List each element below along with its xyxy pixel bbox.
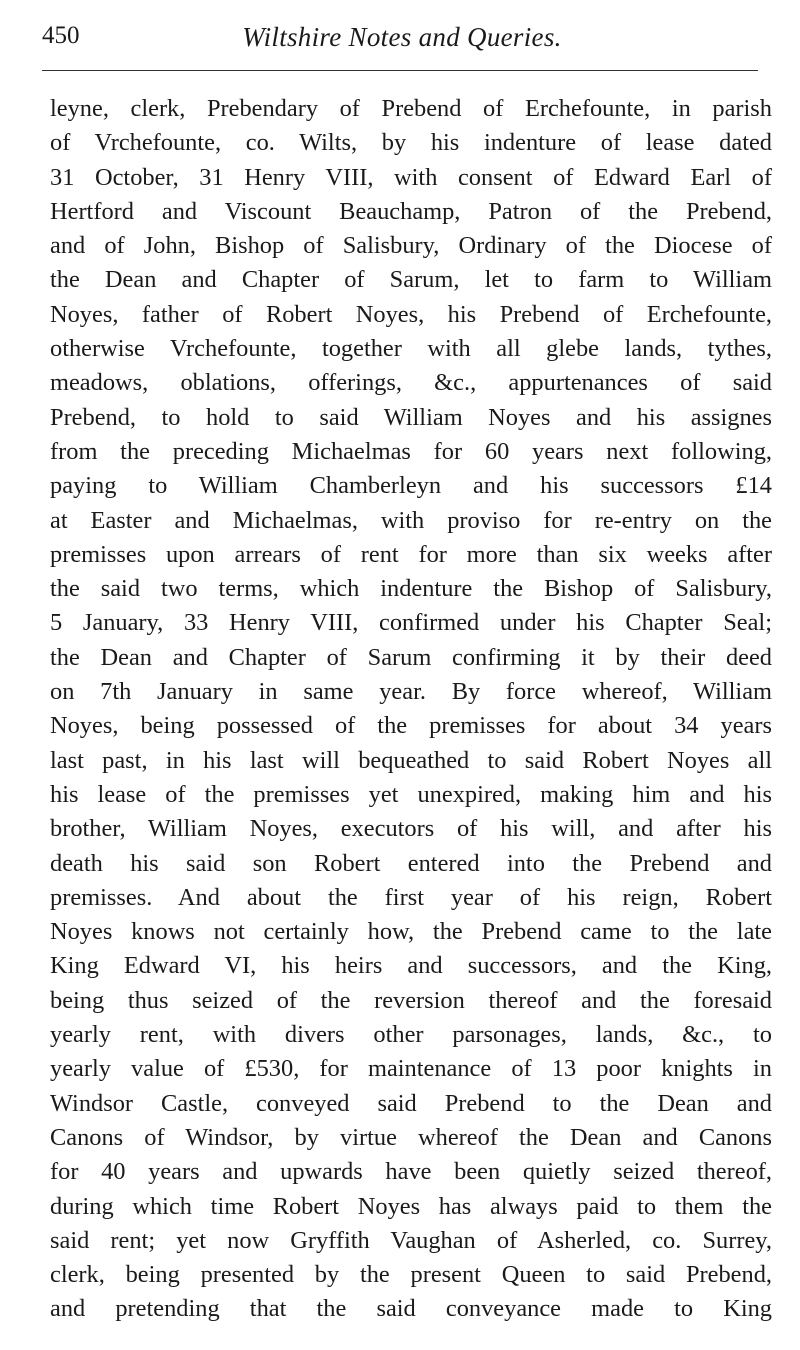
text-line: paying to William Chamberleyn and his successors £14 [50,472,772,500]
text-line: and of John, Bishop of Salisbury, Ordinary of the Diocese of [50,232,772,260]
text-line: meadows, oblations, offerings, &c., appurtenances of said [50,369,772,397]
text-line: Noyes, being possessed of the premisses for about 34 years [50,712,772,740]
text-line: clerk, being presented by the present Queen to said Prebend, [50,1261,772,1289]
journal-title: Wiltshire Notes and Queries. [242,22,562,52]
text-line: and pretending that the said conveyance made to King [50,1295,772,1323]
text-line: said rent; yet now Gryffith Vaughan of Asherled, co. Surrey, [50,1226,772,1254]
text-line: last past, in his last will bequeathed to said Robert Noyes all [50,746,772,774]
text-line: on 7th January in same year. By force whereof, William [50,678,772,706]
running-head [42,18,762,54]
text-line: the Dean and Chapter of Sarum confirming it by their deed [50,643,772,671]
text-line: 5 January, 33 Henry VIII, confirmed under his Chapter Seal; [50,609,772,637]
text-line: Canons of Windsor, by virtue whereof the Dean and Canons [50,1123,772,1151]
text-line: Windsor Castle, conveyed said Prebend to the Dean and [50,1089,772,1117]
text-line: otherwise Vrchefounte, together with all glebe lands, tythes, [50,335,772,363]
text-line: Noyes, father of Robert Noyes, his Prebend of Erchefounte, [50,300,772,328]
header-rule [42,70,758,71]
text-line: leyne, clerk, Prebendary of Prebend of Erchefounte, in parish [50,95,772,122]
text-line: death his said son Robert entered into the Prebend and [50,849,772,877]
text-line: yearly value of £530, for maintenance of 13 poor knights in [50,1055,772,1083]
body-text [50,92,772,1327]
text-line: Hertford and Viscount Beauchamp, Patron of the Prebend, [50,197,772,225]
text-line: the said two terms, which indenture the Bishop of Salisbury, [50,575,772,603]
text-line: of Vrchefounte, co. Wilts, by his indenture of lease dated [50,129,772,157]
text-line: Noyes knows not certainly how, the Prebend came to the late [50,918,772,946]
text-line: premisses. And about the first year of his reign, Robert [50,883,772,911]
text-line: 31 October, 31 Henry VIII, with consent of Edward Earl of [50,163,772,191]
text-line: from the preceding Michaelmas for 60 years next following, [50,437,772,465]
text-line: at Easter and Michaelmas, with proviso for re-entry on the [50,506,772,534]
text-line: during which time Robert Noyes has always paid to them the [50,1192,772,1220]
text-line: the Dean and Chapter of Sarum, let to farm to William [50,266,772,294]
text-line: being thus seized of the reversion thereof and the foresaid [50,986,772,1014]
text-line: for 40 years and upwards have been quietly seized thereof, [50,1158,772,1186]
text-line: brother, William Noyes, executors of his will, and after his [50,815,772,843]
text-line: King Edward VI, his heirs and successors, and the King, [50,952,772,980]
text-line: premisses upon arrears of rent for more than six weeks after [50,540,772,568]
text-line: yearly rent, with divers other parsonages, lands, &c., to [50,1021,772,1049]
text-line: Prebend, to hold to said William Noyes and his assignes [50,403,772,431]
page-number: 450 [42,22,80,49]
text-line: his lease of the premisses yet unexpired, making him and his [50,780,772,808]
